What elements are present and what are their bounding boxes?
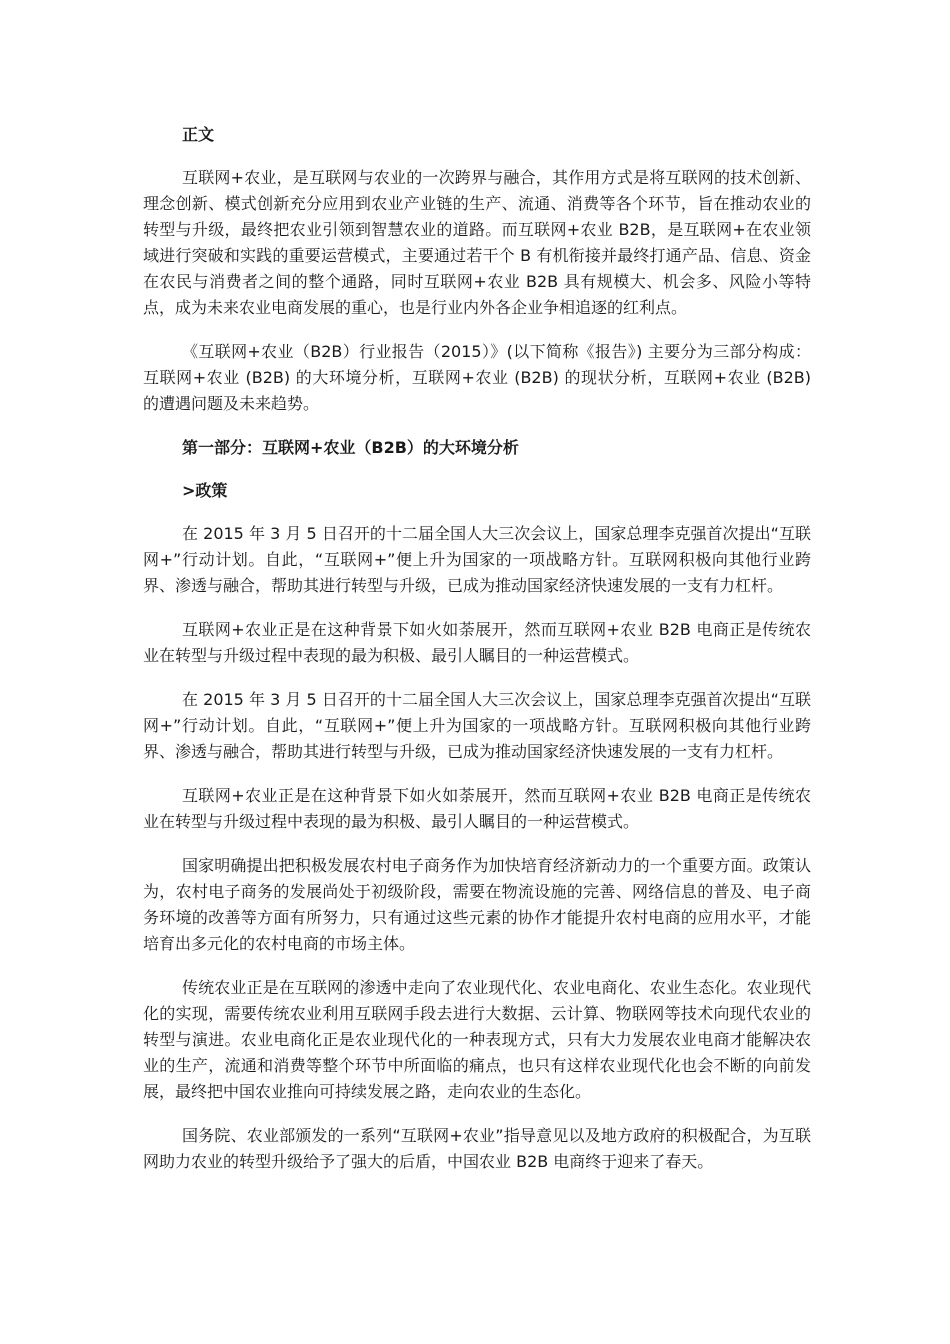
paragraph-policy-2: 互联网+农业正是在这种背景下如火如荼展开，然而互联网+农业 B2B 电商正是传统农业在转型与升级过程中表现的最为积极、最引人瞩目的一种运营模式。 bbox=[143, 620, 811, 665]
paragraph-intro-2: 《互联网+农业（B2B）行业报告（2015）》(以下简称《报告》) 主要分为三部分构成：互联网+农业 (B2B) 的大环境分析，互联网+农业 (B2B) 的现状分析，互联网+农业 (B2B) 的遭遇问题及未来趋势。 bbox=[143, 342, 811, 413]
subsection-heading-policy: >政策 bbox=[182, 481, 228, 500]
paragraph-policy-3: 在 2015 年 3 月 5 日召开的十二届全国人大三次会议上，国家总理李克强首次提出“互联网+”行动计划。自此，“互联网+”便上升为国家的一项战略方针。互联网积极向其他行业跨界、渗透与融合，帮助其进行转型与升级，已成为推动国家经济快速发展的一支有力杠杆。 bbox=[143, 690, 811, 761]
paragraph-policy-1: 在 2015 年 3 月 5 日召开的十二届全国人大三次会议上，国家总理李克强首次提出“互联网+”行动计划。自此，“互联网+”便上升为国家的一项战略方针。互联网积极向其他行业跨界、渗透与融合，帮助其进行转型与升级，已成为推动国家经济快速发展的一支有力杠杆。 bbox=[143, 524, 811, 595]
paragraph-policy-7: 国务院、农业部颁发的一系列“互联网+农业”指导意见以及地方政府的积极配合，为互联网助力农业的转型升级给予了强大的后盾，中国农业 B2B 电商终于迎来了春天。 bbox=[143, 1126, 811, 1171]
section-heading-main: 正文 bbox=[182, 125, 215, 144]
paragraph-policy-5: 国家明确提出把积极发展农村电子商务作为加快培育经济新动力的一个重要方面。政策认为，农村电子商务的发展尚处于初级阶段，需要在物流设施的完善、网络信息的普及、电子商务环境的改善等方面有所努力，只有通过这些元素的协作才能提升农村电商的应用水平，才能培育出多元化的农村电商的市场主体。 bbox=[143, 856, 811, 953]
paragraph-intro-1: 互联网+农业，是互联网与农业的一次跨界与融合，其作用方式是将互联网的技术创新、理念创新、模式创新充分应用到农业产业链的生产、流通、消费等各个环节，旨在推动农业的转型与升级，最终把农业引领到智慧农业的道路。而互联网+农业 B2B，是互联网+在农业领域进行突破和实践的重要运营模式，主要通过若干个 B 有机衔接并最终打通产品、信息、资金在农民与消费者之间的整个通路，同时互联网+农业 B2B 具有规模大、机会多、风险小等特点，成为未来农业电商发展的重心，也是行业内外各企业争相追逐的红利点。 bbox=[143, 168, 811, 317]
section-heading-part1: 第一部分：互联网+农业（B2B）的大环境分析 bbox=[182, 438, 519, 457]
paragraph-policy-6: 传统农业正是在互联网的渗透中走向了农业现代化、农业电商化、农业生态化。农业现代化的实现，需要传统农业利用互联网手段去进行大数据、云计算、物联网等技术向现代农业的转型与演进。农业电商化正是农业现代化的一种表现方式，只有大力发展农业电商才能解决农业的生产，流通和消费等整个环节中所面临的痛点，也只有这样农业现代化也会不断的向前发展，最终把中国农业推向可持续发展之路，走向农业的生态化。 bbox=[143, 978, 811, 1101]
document-body bbox=[143, 122, 811, 1193]
paragraph-policy-4: 互联网+农业正是在这种背景下如火如荼展开，然而互联网+农业 B2B 电商正是传统农业在转型与升级过程中表现的最为积极、最引人瞩目的一种运营模式。 bbox=[143, 786, 811, 831]
